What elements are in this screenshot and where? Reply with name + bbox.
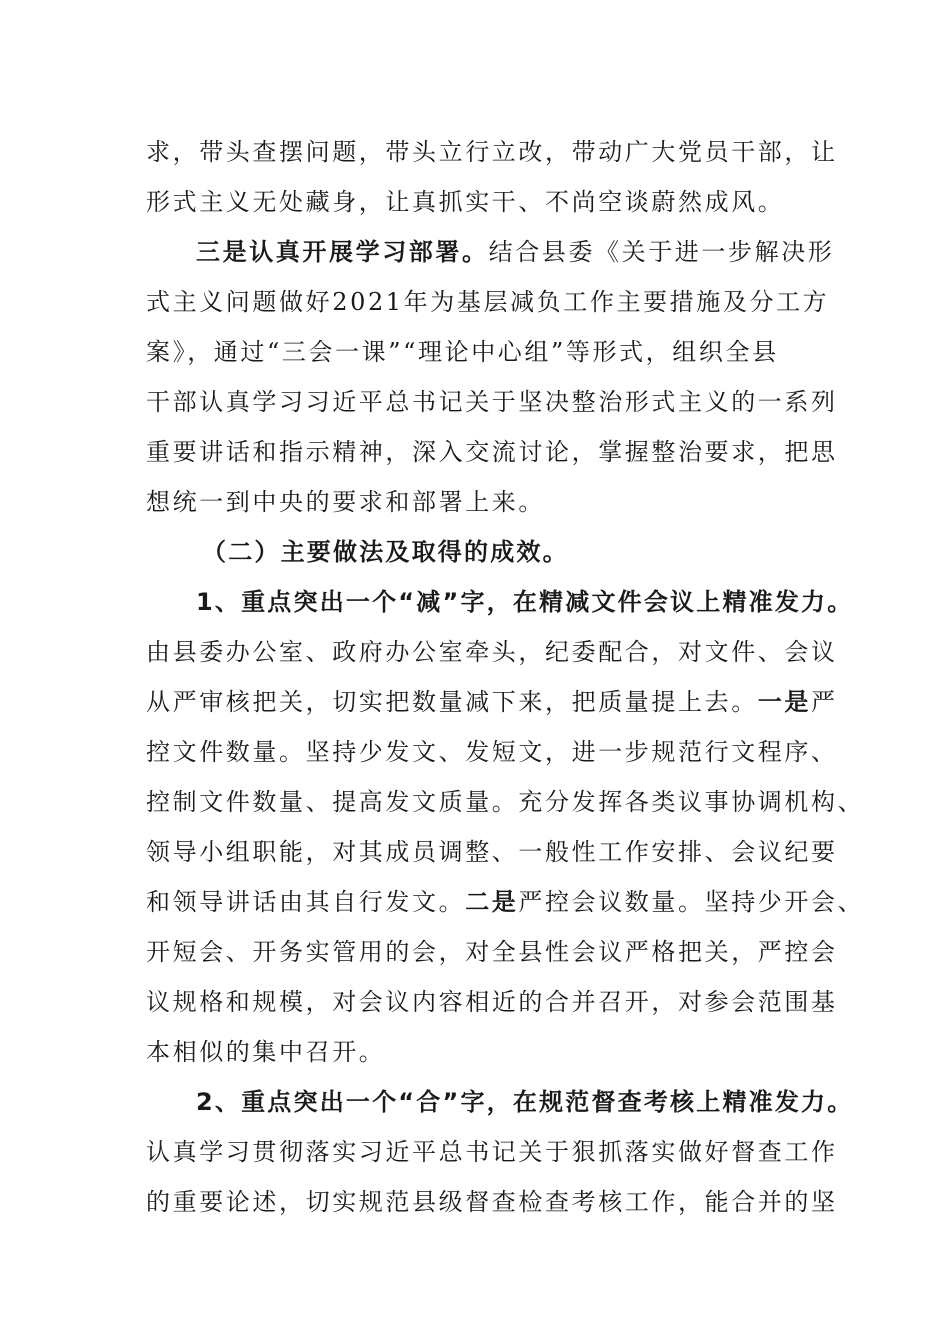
section-heading: （二）主要做法及取得的成效。 — [202, 538, 569, 566]
body-line: 从严审核把关，切实把数量减下来，把质量提上去。一是严 — [146, 688, 838, 716]
body-line: 的重要论述，切实规范县级督查检查考核工作，能合并的坚 — [146, 1188, 838, 1216]
body-line: 本相似的集中召开。 — [146, 1038, 386, 1066]
body-line: 求，带头查摆问题，带头立行立改，带动广大党员干部，让 — [146, 138, 838, 166]
body-line: 想统一到中央的要求和部署上来。 — [146, 488, 545, 516]
body-line: 案》，通过“三会一课”“理论中心组”等形式，组织全县 — [146, 338, 779, 366]
bold-inline: 一是 — [757, 688, 812, 716]
body-line: 开短会、开务实管用的会，对全县性会议严格把关，严控会 — [146, 938, 838, 966]
bold-lead: 三是认真开展学习部署。 — [196, 238, 489, 266]
bold-inline: 二是 — [465, 888, 519, 916]
subsection-heading: 1、重点突出一个“减”字，在精减文件会议上精准发力。 — [196, 588, 854, 616]
body-line: 式主义问题做好2021年为基层减负工作主要措施及分工方 — [146, 288, 830, 316]
body-line: 和领导讲话由其自行发文。二是严控会议数量。坚持少开会、 — [146, 888, 865, 916]
subsection-heading: 2、重点突出一个“合”字，在规范督查考核上精准发力。 — [196, 1088, 854, 1116]
body-line: 由县委办公室、政府办公室牵头，纪委配合，对文件、会议 — [146, 638, 838, 666]
body-line: 认真学习贯彻落实习近平总书记关于狠抓落实做好督查工作 — [146, 1138, 838, 1166]
body-line: 领导小组职能，对其成员调整、一般性工作安排、会议纪要 — [146, 838, 838, 866]
body-line: 形式主义无处藏身，让真抓实干、不尚空谈蔚然成风。 — [146, 188, 785, 216]
body-line: 控制文件数量、提高发文质量。充分发挥各类议事协调机构、 — [146, 788, 865, 816]
paragraph-lead-line: 三是认真开展学习部署。结合县委《关于进一步解决形 — [196, 238, 835, 266]
body-line: 干部认真学习习近平总书记关于坚决整治形式主义的一系列 — [146, 388, 838, 416]
body-line: 控文件数量。坚持少发文、发短文，进一步规范行文程序、 — [146, 738, 838, 766]
body-line: 议规格和规模，对会议内容相近的合并召开，对参会范围基 — [146, 988, 838, 1016]
body-line: 重要讲话和指示精神，深入交流讨论，掌握整治要求，把思 — [146, 438, 838, 466]
